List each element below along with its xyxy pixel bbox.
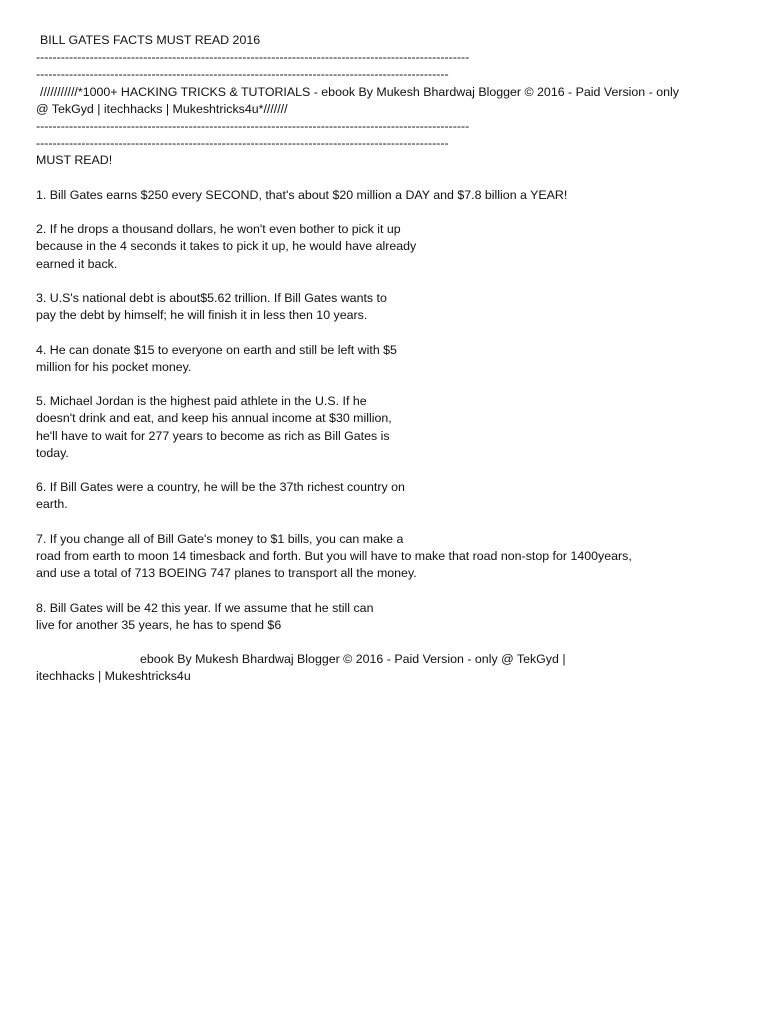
fact-paragraph bbox=[36, 187, 736, 204]
banner-text: ///////////*1000+ HACKING TRICKS & TUTORIALS - ebook By Mukesh Bhardwaj Blogger © 2016 - Paid Version - only bbox=[40, 84, 679, 99]
paragraph-gap bbox=[36, 324, 736, 341]
paragraph-gap bbox=[36, 273, 736, 290]
fact-line: 1. Bill Gates earns $250 every SECOND, that's about $20 million a DAY and $7.8 billion a YEAR! bbox=[36, 187, 568, 202]
fact-paragraph bbox=[36, 393, 736, 462]
fact-paragraph bbox=[36, 600, 736, 634]
fact-line: 5. Michael Jordan is the highest paid athlete in the U.S. If he bbox=[36, 394, 367, 409]
footer-text: itechhacks | Mukeshtricks4u bbox=[36, 669, 191, 684]
fact-paragraph bbox=[36, 290, 736, 324]
fact-line: pay the debt by himself; he will finish it in less then 10 years. bbox=[36, 308, 368, 323]
fact-line: 4. He can donate $15 to everyone on earth and still be left with $5 bbox=[36, 342, 397, 357]
fact-line: million for his pocket money. bbox=[36, 359, 192, 374]
fact-line: 2. If he drops a thousand dollars, he won't even bother to pick it up bbox=[36, 222, 401, 237]
fact-paragraph bbox=[36, 531, 736, 583]
fact-line: earned it back. bbox=[36, 256, 118, 271]
document-title: BILL GATES FACTS MUST READ 2016 bbox=[40, 33, 261, 47]
fact-paragraph bbox=[36, 342, 736, 376]
fact-line: today. bbox=[36, 445, 69, 460]
document-page bbox=[36, 32, 736, 686]
paragraph-gap bbox=[36, 204, 736, 221]
fact-line: road from earth to moon 14 timesback and forth. But you will have to make that road non-stop for 1400years, bbox=[36, 548, 632, 563]
paragraph-gap bbox=[36, 582, 736, 599]
fact-line: he'll have to wait for 277 years to become as rich as Bill Gates is bbox=[36, 428, 390, 443]
fact-paragraph bbox=[36, 221, 736, 273]
fact-line: 3. U.S's national debt is about$5.62 trillion. If Bill Gates wants to bbox=[36, 291, 387, 305]
separator-line: --------------------------------------------------------------------------------------------------------- bbox=[36, 119, 470, 134]
banner-text: @ TekGyd | itechhacks | Mukeshtricks4u*/////// bbox=[36, 101, 288, 116]
must-read-heading: MUST READ! bbox=[36, 153, 113, 168]
fact-paragraph bbox=[36, 479, 736, 513]
fact-line: and use a total of 713 BOEING 747 planes to transport all the money. bbox=[36, 566, 417, 581]
paragraph-gap bbox=[36, 170, 736, 187]
paragraph-gap bbox=[36, 462, 736, 479]
fact-line: live for another 35 years, he has to spend $6 bbox=[36, 617, 282, 632]
paragraph-gap bbox=[36, 634, 736, 651]
fact-line: 6. If Bill Gates were a country, he will be the 37th richest country on bbox=[36, 480, 405, 495]
fact-line: 8. Bill Gates will be 42 this year. If we assume that he still can bbox=[36, 600, 374, 615]
fact-line: earth. bbox=[36, 497, 68, 512]
fact-line: 7. If you change all of Bill Gate's money to $1 bills, you can make a bbox=[36, 531, 404, 546]
separator-line: ---------------------------------------------------------------------------------------------------- bbox=[36, 67, 449, 82]
footer-text: ebook By Mukesh Bhardwaj Blogger © 2016 - Paid Version - only @ TekGyd | bbox=[140, 652, 566, 667]
paragraph-gap bbox=[36, 514, 736, 531]
fact-line: doesn't drink and eat, and keep his annual income at $30 million, bbox=[36, 411, 392, 426]
paragraph-gap bbox=[36, 376, 736, 393]
separator-line: --------------------------------------------------------------------------------------------------------- bbox=[36, 50, 470, 65]
fact-line: because in the 4 seconds it takes to pick it up, he would have already bbox=[36, 239, 417, 254]
separator-line: ---------------------------------------------------------------------------------------------------- bbox=[36, 136, 449, 151]
